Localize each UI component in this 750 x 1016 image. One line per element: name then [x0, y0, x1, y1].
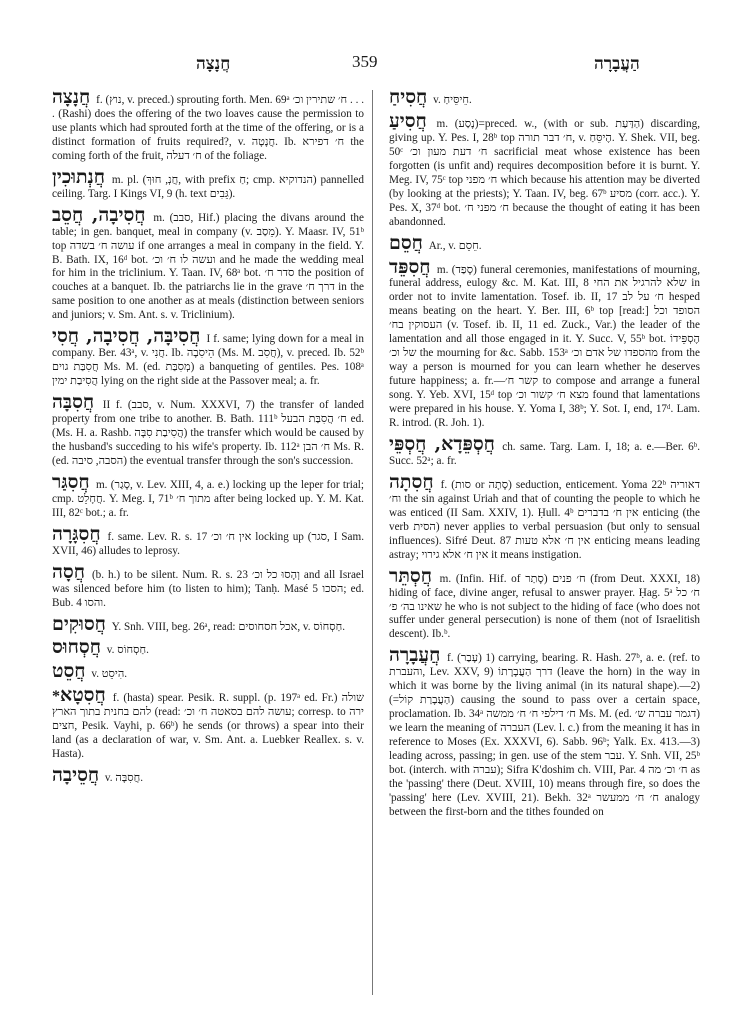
entry-text: f. same. Lev. R. s. 17 אין ח׳ וכ׳ locking up (סגר, I Sam. XVII, 46) alludes to leprosy. [52, 530, 364, 557]
entry-text: m. pl. (חֲנְ, חוּךְ, with prefix חַ; cmp. הנדוקיא) pannelled ceiling. Targ. I Kings VI, 9 (h. text גֵּבִים). [52, 173, 364, 200]
entry-headword: חֲסִבָּה [52, 391, 95, 414]
entry-paragraph [52, 470, 365, 521]
entry-text: f. (סות or סָתָה) seduction, enticement. Yoma 22ᵇ דאוריה וח׳ the sin against Uriah and that of counting the people to which he was enticed (II Sam. XXIV, 1). Ḥull. 4ᵇ אין ח׳ בדברים enticing (the verb הסית) never applies to verbal persuasion (but only to sensual influences). Sifré Deut. 87 אין ח׳ אלא טעות enticing means leading astray; אין ח׳ אלא גירוי it means instigation. [389, 478, 701, 561]
dictionary-entry [389, 109, 701, 230]
entry-headword: חֲסָה [52, 560, 85, 583]
entry-paragraph [52, 612, 364, 635]
entry-headword: חֲסִפֵּד [389, 255, 431, 278]
entry-text: Ar., v. חֵסֵם. [428, 239, 482, 252]
entry-paragraph [389, 255, 701, 431]
dictionary-entry [52, 766, 364, 786]
entry-paragraph [52, 686, 364, 762]
dictionary-entry [52, 470, 365, 521]
entry-paragraph [52, 327, 364, 389]
entry-paragraph [52, 560, 365, 611]
entry-headword: חֲסִטָא [60, 684, 106, 707]
page-header [0, 52, 750, 74]
entry-headword: חֲסֵט [52, 660, 86, 683]
entry-text: Y. Snh. VIII, beg. 26ᵃ, read: אכל חסחוסים, v. חַסְחוֹס. [111, 620, 346, 633]
entry-paragraph [389, 231, 700, 254]
entry-star: * [52, 688, 60, 706]
entry-headword: חֲסִגָּרָה [52, 522, 101, 545]
entry-text: v. חֲסִבָּה. [104, 772, 143, 785]
page-number: 359 [352, 52, 378, 71]
header-left-word: חֲנָצָה [196, 54, 231, 73]
entry-headword: חֲסִיחַ [389, 86, 428, 108]
entry-paragraph [52, 766, 364, 786]
entry-headword: חֲעֲבָרָה [389, 644, 441, 667]
entry-paragraph [52, 393, 364, 469]
entry-headword: חֲסִגַּר [52, 470, 90, 493]
entry-paragraph [52, 662, 364, 682]
entry-text: f. (עָבַר) 1) carrying, bearing. R. Hash. 27ᵇ, a. e. (ref. to והעברת, Lev. XXV, 9) דרך הַעֲבָרָתוֹ (leave the horn) in the way in which it was borne by the living animal (in its natural shape).—2) (=הַעֲבָרַת קוֹל) causing the sound to pass over a certain space, proclamation. Ib. 34ᵃ ח׳ דילפי ח׳ ח׳ ממשה Ms. M. (ed. דגמר עברה ש׳) we learn the meaning of העברה (Lev. l. c.) from the meaning it has in reference to Moses (Ex. XXXVI, 6). Sabb. 96ᵇ; Yalk. Ex. 413.—3) leading across, passing; in gen. use of the stem עבר. Y. Snh. VII, 25ᵇ bot. (interch. with עברה); Sifra K'doshim ch. VIII, Par. 4 ח׳ וכ׳ מה as the 'passing' there (Deut. XVIII, 10) means through fire, so does the 'passing' here (Lev. XVIII, 21). Bekh. 32ᵃ ח׳ ח׳ ממעשר analogy between the first-born and the tithes founded on [389, 652, 701, 818]
entry-text: m. (נָסַע)=preced. w., (with or sub. הַדַּעַת) discarding, giving up. Y. Pes. I, 28ᵇ top ח׳ דבר תורה, v. הֶיסֵּחַ. Y. Shek. VII, beg. 50ᶜ ח׳ דעת מעון וכ׳ sacrificial meat whose existence has been forgotten (is unfit and) requires decomposition before it is burnt. Y. Meg. IV, 75ᶜ top ח׳ מפני which because his attention may be diverted (by looking at the priests); Y. Taan. IV, beg. 67ᵇ מסיע (corr. acc.). Y. Pes. X, 37ᵈ bot. ח׳ מפני ח׳ because the thought of eating it has been abandonned. [389, 117, 701, 228]
entry-headword: חֲנְתוּכִין [52, 165, 105, 188]
right-column [389, 88, 700, 824]
entry-text: v. חַסְחוֹס. [106, 644, 149, 657]
entry-text: m. (סָפַד) funeral ceremonies, manifestations of mourning, funeral address, eulogy &c. M. Kat. III, 8 שלא להרגיל את החי in order not to invite lamentation. Tosef. ib. II, 17 ח׳ על לב hesped means beating on the heart. Y. Ber. III, 6ᵇ top [read:] הסופד וכל העסוקין בח׳ (v. Tosef. ib. II, 11 ed. Zuck., Var.) the leader of the lamentation and all those engaged in it. Y. Succ. V, 55ᵇ bot. הֶסְפֵּידוֹ של וכ׳ the mourning for &c. Sabb. 153ᵃ מהספדו של אדם וכ׳ from the way a person is mourned for you can learn whether he deserves future happiness; a. fr.—קשר ח׳ to compose and arrange a funeral song. Y. Yeb. XVI, 15ᵈ top מצא ח׳ קשור וכ׳ found that lamentations were prepared in his house. Y. Yoma I, 38ᵇ; Y. Sot. I, end, 17ᵈ. Lam. R. introd. (R. Joh. 1). [389, 263, 701, 430]
dictionary-entry [52, 662, 364, 682]
dictionary-entry [389, 470, 701, 563]
entry-headword: חֲסְפֵּדָא, חֲסְפֵּי [389, 432, 495, 455]
dictionary-entry [52, 393, 364, 469]
entry-headword: חֲסִתָה [389, 470, 434, 493]
dictionary-entry [389, 231, 700, 254]
entry-text: v. הִיסֵט. [91, 668, 128, 681]
dictionary-entry [52, 327, 364, 389]
header-right-word: הַעֲבָרָה [594, 54, 640, 73]
dictionary-entry [52, 88, 364, 164]
dictionary-entry [52, 638, 364, 658]
entry-text: ch. same. Targ. Lam. I, 18; a. e.—Ber. 6ᵇ. Succ. 52ᵃ; a. fr. [389, 440, 700, 467]
entry-paragraph [389, 109, 701, 230]
entry-paragraph [389, 646, 700, 819]
entry-paragraph [389, 432, 700, 469]
entry-text: v. חֵיסֵּיחַ. [433, 94, 472, 106]
dictionary-entry [389, 88, 700, 108]
entry-paragraph [389, 88, 700, 108]
left-column [52, 88, 364, 790]
entry-headword: חֲסֵם [389, 231, 423, 254]
entry-headword: חֲסְתֵּר [389, 564, 432, 587]
dictionary-entry [389, 432, 700, 469]
dictionary-entry [389, 564, 700, 643]
entry-text: (b. h.) to be silent. Num. R. s. 23 וְהָסוּ כל וכ׳ and all Israel was silenced before him (to listen to him); Tanḥ. Masé 5 הסכו; ed. Bub. 4 והסו. [52, 568, 365, 609]
entry-headword: חֲסוּקִים [52, 612, 106, 635]
entry-paragraph [52, 88, 364, 164]
dictionary-entry [389, 646, 700, 819]
entry-paragraph [52, 638, 364, 658]
dictionary-entry [52, 686, 364, 762]
dictionary-entry [52, 203, 365, 324]
dictionary-entry [52, 522, 364, 559]
entry-text: m. (סבב, Hif.) placing the divans around the table; in gen. banquet, meal in company (v. מֵסַב). Y. Maasr. IV, 51ᵇ top עושה ח׳ בשדה if one arranges a meal in company in the field. Y. B. Bath. IX, 16ᵈ bot. ועשה לו ח׳ וכ׳ and he made the wedding meal for him in the triclinium. Y. Taan. IV, 68ᵃ bot. סדר ח׳ the position of couches at a banquet. Ib. the patriarchs lie in the grave דרך ח׳ in the same position to one another as at meals (distinction between seniors and juniors; v. Sm. Ant. s. v. Triclinium). [52, 211, 365, 322]
entry-paragraph [52, 522, 364, 559]
entry-headword: חֲסִיבָּה, חֲסִיבָה, חֲסִי [52, 325, 201, 348]
entry-text: m. (סָגַר, v. Lev. XIII, 4, a. e.) locking up the leper for trial; cmp. חֲחָלֵט. Y. Meg. I, 71ᵇ מתוך ח׳ after being locked up. Y. M. Kat. III, 82ᶜ bot.; a. fr. [52, 478, 365, 519]
dictionary-entry [52, 612, 364, 635]
entry-paragraph [52, 165, 364, 202]
dictionary-entry [52, 165, 364, 202]
entry-paragraph [389, 470, 701, 563]
entry-text: m. (Infin. Hif. of סָתַר) ח׳ פנים (from Deut. XXXI, 18) hiding of face, divine anger, refusal to answer prayer. Ḥag. 5ᵃ ח׳ כל שאינו בה׳ פ׳ he who is not subject to the hiding of face (who does not suffer under general persecution) is none of them (not of Israelitish descent). Ib.ᵇ. [389, 572, 700, 641]
entry-text: f. (נוץ, v. preced.) sprouting forth. Men. 69ᵃ ח׳ שתירין וכ׳ . . . . (Rashi) does the offering of the two loaves cause the permission to use plants which had sprouted forth at the time of the offering, or is a distinct formation of fruits required?, v. חֲנָטָה. Ib. ח׳ דפירא the coming forth of the fruit, ח׳ דעלה of the foliage. [52, 94, 365, 162]
entry-headword: חֲסְחוּס [52, 636, 101, 659]
entry-headword: חֲנָצָה [52, 86, 91, 108]
entry-text: f. (hasta) spear. Pesik. R. suppl. (p. 197ᵃ ed. Fr.) שולה להם בחנית בתוך הארץ (read: עושה להם בסאטה ח׳ וכ׳; corresp. to ירה חצים, Pesik. Vayhi, p. 66ᵇ) he sends (or throws) a spear into their land (as a declaration of war, v. Sm. Ant. a. Luebker Reallex. s. v. Hasta). [52, 692, 365, 761]
entry-text: II f. (סבב, v. Num. XXXVI, 7) the transfer of landed property from one tribe to another. B. Bath. 111ᵇ ח׳ הֲסִבַּת הבעל ed. (Ms. H. a. Rashb. הֲסִיבַת סִבָּה) the transfer which would be caused by the husband's succeding to his wife's property. Ib. 112ᵃ ח׳ הבן Ms. R. (ed. הסבה, סיבה) the eventual transfer through the son's succession. [52, 399, 365, 467]
column-divider [372, 90, 373, 995]
entry-paragraph [389, 564, 700, 643]
entry-headword: חֲסִיבָה, חֲסֵב [52, 203, 146, 226]
entry-headword: חֲסִיעַ [389, 109, 427, 132]
entry-headword: חֲסֵיבָה [52, 764, 100, 787]
entry-paragraph [52, 203, 365, 324]
dictionary-entry [389, 255, 701, 431]
dictionary-entry [52, 560, 365, 611]
entry-text: I f. same; lying down for a meal in company. Ber. 43ᵃ, v. חֲנִי. Ib. הֵיסִבָה (Ms. M. חֲסִב), v. preced. Ib. 52ᵇ חֲסִבַּת גוים Ms. M. (ed. מְסִבַּת) a banqueting of gentiles. Pes. 108ᵃ הֲסִיבַת ימין lying on the right side at the Passover meal; a. fr. [52, 333, 364, 388]
